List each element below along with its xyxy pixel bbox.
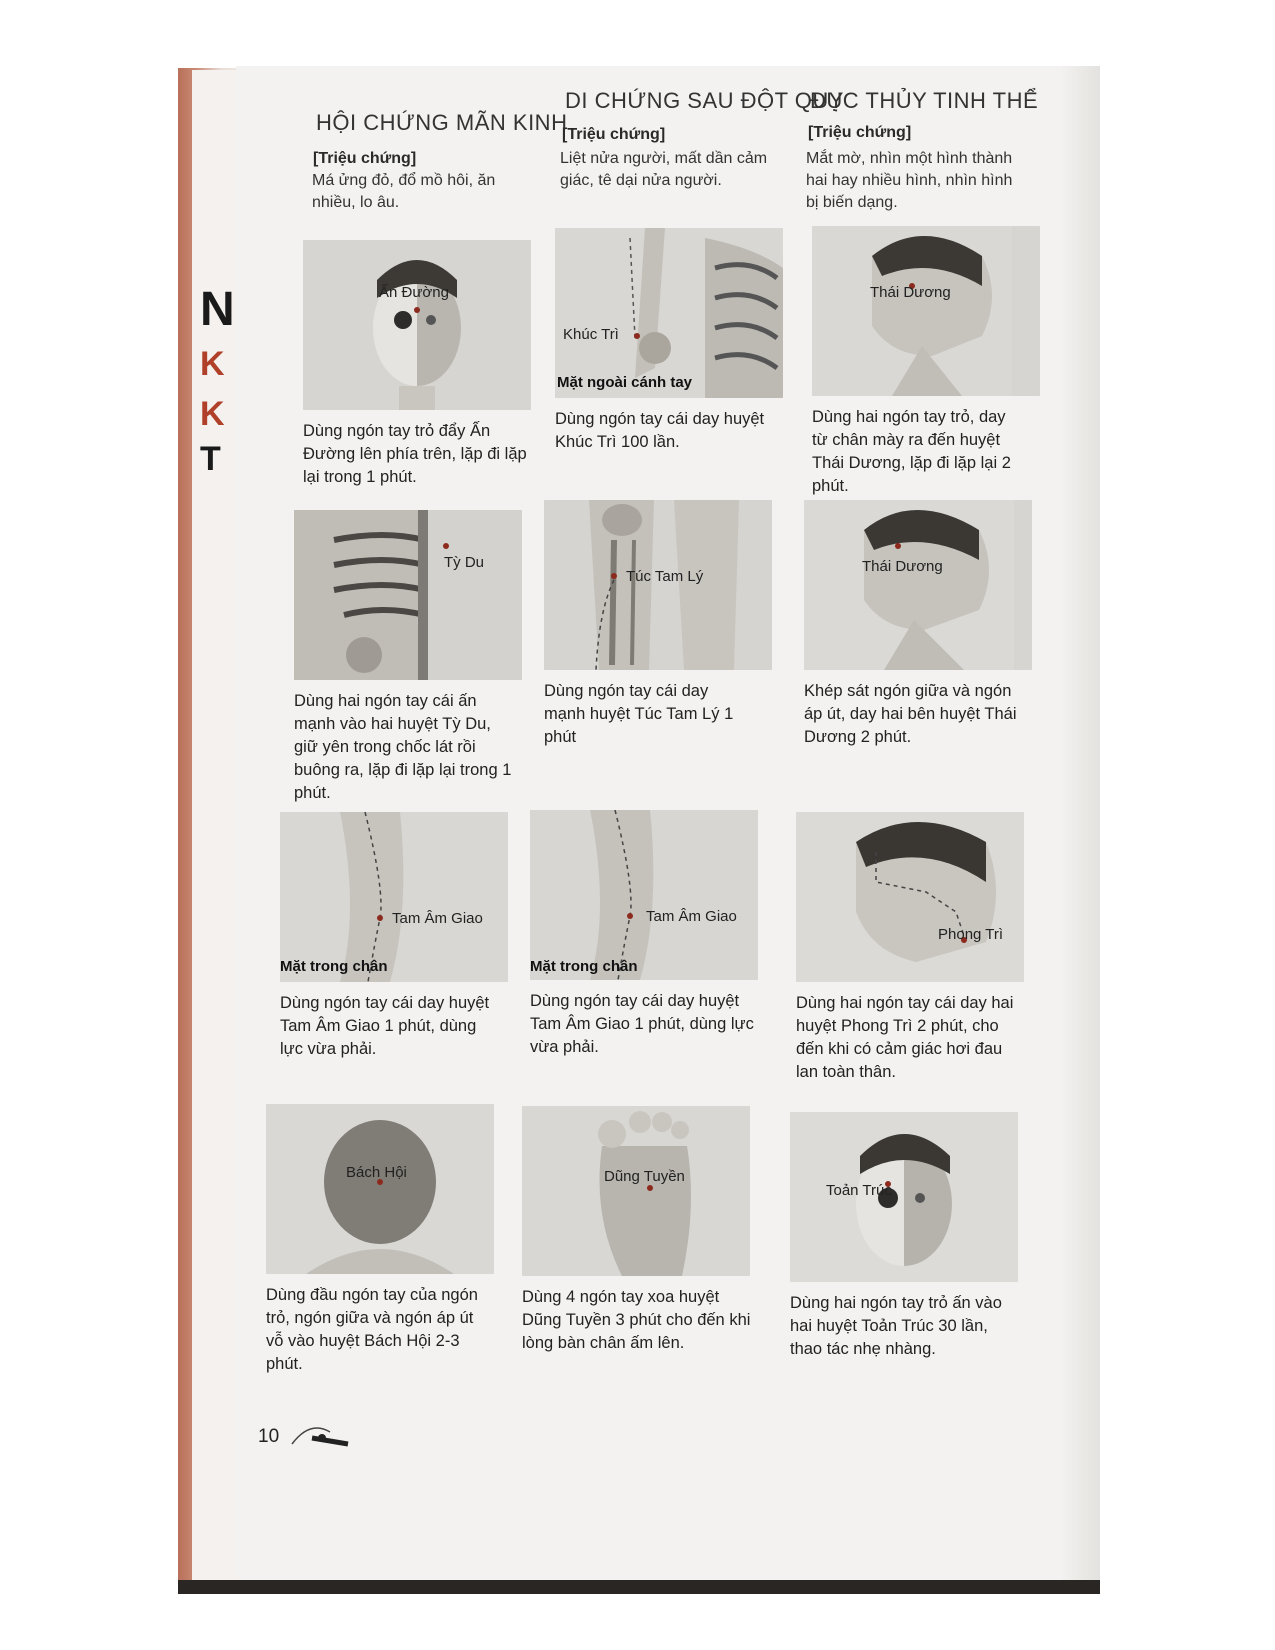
inner-leg-illustration <box>530 810 758 980</box>
arm-skeleton-illustration <box>555 228 783 398</box>
column-title: DI CHỨNG SAU ĐỘT QUỴ <box>565 88 844 113</box>
instruction-text: Khép sát ngón giữa và ngón áp út, day hai bên huyệt Thái Dương 2 phút. <box>804 682 1017 746</box>
head-profile-illustration <box>796 812 1024 982</box>
instruction-text: Dùng hai ngón tay trỏ, day từ chân mày ra đến huyệt Thái Dương, lặp đi lặp lại 2 phút. <box>812 408 1011 495</box>
foot-sole-illustration <box>522 1106 750 1276</box>
view-side-label: Mặt trong chân <box>530 958 638 975</box>
acupoint-label: Ấn Đường <box>379 284 449 301</box>
acupoint-card <box>294 510 529 805</box>
acupoint-card <box>303 240 538 489</box>
acupoint-card <box>544 500 779 749</box>
acupoint-card <box>812 226 1047 498</box>
view-side-label: Mặt ngoài cánh tay <box>557 374 693 391</box>
acupoint-label: Thái Dương <box>862 558 943 575</box>
page-edge <box>1060 66 1100 1590</box>
view-side-label: Mặt trong chân <box>280 958 388 975</box>
face-skull-illustration <box>790 1112 1018 1282</box>
column-title: ĐỤC THỦY TINH THỂ <box>810 88 1039 113</box>
acupoint-label: Toản Trúc <box>826 1182 892 1199</box>
acupoint-label: Túc Tam Lý <box>626 568 704 585</box>
inner-leg-illustration <box>280 812 508 982</box>
acupoint-card <box>555 228 790 454</box>
page-number: 10 <box>258 1426 280 1447</box>
spine-letter: K <box>200 345 225 383</box>
page-bottom-edge <box>178 1580 1100 1594</box>
instruction-text: Dùng hai ngón tay cái ấn mạnh vào hai huyệt Tỳ Du, giữ yên trong chốc lát rồi buông ra, lặp đi lặp lại trong 1 phút. <box>294 692 512 802</box>
instruction-text: Dùng 4 ngón tay xoa huyệt Dũng Tuyền 3 phút cho đến khi lòng bàn chân ấm lên. <box>522 1288 751 1352</box>
head-profile-illustration <box>812 226 1040 396</box>
symptom-heading: [Triệu chứng] <box>313 150 417 167</box>
head-top-illustration <box>266 1104 494 1274</box>
spine-letter: K <box>200 395 225 433</box>
instruction-text: Dùng hai ngón tay trỏ ấn vào hai huyệt Toản Trúc 30 lần, thao tác nhẹ nhàng. <box>790 1294 1002 1358</box>
acupoint-card <box>280 812 515 1061</box>
symptom-text: Mắt mờ, nhìn một hình thành hai hay nhiều hình, nhìn hình bị biến dạng. <box>806 150 1013 211</box>
instruction-text: Dùng hai ngón tay cái day hai huyệt Phong Trì 2 phút, cho đến khi có cảm giác hơi đau lan toàn thân. <box>796 994 1014 1081</box>
acupoint-label: Bách Hội <box>346 1164 407 1181</box>
acupoint-card <box>796 812 1031 1084</box>
acupoint-label: Dũng Tuyền <box>604 1168 685 1185</box>
spine-letter: T <box>200 440 221 478</box>
instruction-text: Dùng ngón tay cái day huyệt Khúc Trì 100 lần. <box>555 410 765 451</box>
symptom-heading: [Triệu chứng] <box>808 124 912 141</box>
column-title: HỘI CHỨNG MÃN KINH <box>316 110 568 135</box>
head-profile-illustration <box>804 500 1032 670</box>
acupoint-label: Thái Dương <box>870 284 951 301</box>
face-skull-illustration <box>303 240 531 410</box>
acupoint-label: Khúc Trì <box>563 326 619 343</box>
leg-front-illustration <box>544 500 772 670</box>
acupoint-label: Tam Âm Giao <box>392 910 483 927</box>
acupoint-label: Phong Trì <box>938 926 1004 943</box>
acupoint-label: Tỳ Du <box>444 554 485 571</box>
symptom-text: Má ửng đỏ, đổ mồ hôi, ăn nhiều, lo âu. <box>312 172 496 211</box>
acupoint-card <box>530 810 765 1059</box>
instruction-text: Dùng ngón tay trỏ đẩy Ấn Đường lên phía trên, lặp đi lặp lại trong 1 phút. <box>303 422 527 486</box>
back-skeleton-illustration <box>294 510 522 680</box>
acupoint-card <box>266 1104 501 1376</box>
symptom-heading: [Triệu chứng] <box>562 126 666 143</box>
acupoint-card <box>790 1112 1025 1361</box>
spine-letter: N <box>200 283 235 336</box>
acupoint-card <box>522 1106 757 1355</box>
acupoint-card <box>804 500 1039 749</box>
instruction-text: Dùng ngón tay cái day huyệt Tam Âm Giao 1 phút, dùng lực vừa phải. <box>530 992 754 1056</box>
acupoint-label: Tam Âm Giao <box>646 908 737 925</box>
decorative-ornament <box>290 1418 360 1459</box>
instruction-text: Dùng ngón tay cái day huyệt Tam Âm Giao 1 phút, dùng lực vừa phải. <box>280 994 490 1058</box>
instruction-text: Dùng đầu ngón tay của ngón trỏ, ngón giữa và ngón áp út vỗ vào huyệt Bách Hội 2-3 phút. <box>266 1286 478 1373</box>
symptom-text: Liệt nửa người, mất dần cảm giác, tê dại nửa người. <box>560 150 768 189</box>
instruction-text: Dùng ngón tay cái day mạnh huyệt Túc Tam Lý 1 phút <box>544 682 734 746</box>
